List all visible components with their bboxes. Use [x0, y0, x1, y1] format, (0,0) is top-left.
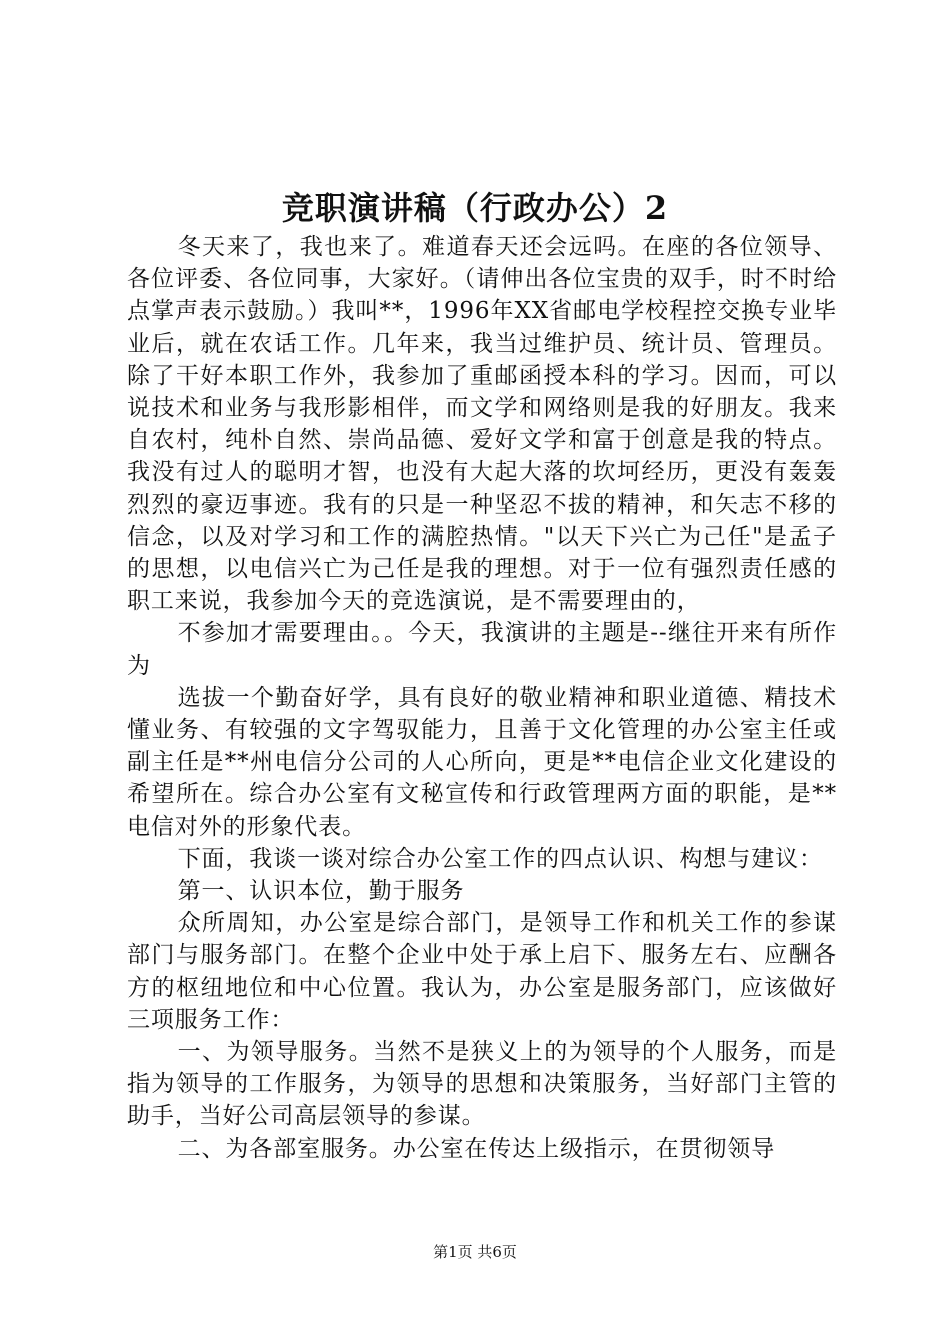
document-title: 竞职演讲稿（行政办公）2: [281, 189, 669, 227]
paragraph-1: 冬天来了，我也来了。难道春天还会远吗。在座的各位领导、各位评委、各位同事，大家好。（请伸出各位宝贵的双手，时不时给点掌声表示鼓励。）我叫**，1996年XX省邮电学校程控交换专业毕业后，就在农话工作。几年来，我当过维护员、统计员、管理员。除了干好本职工作外，我参加了重邮函授本科的学习。因而，可以说技术和业务与我形影相伴，而文学和网络则是我的好朋友。我来自农村，纯朴自然、崇尚品德、爱好文学和富于创意是我的特点。我没有过人的聪明才智，也没有大起大落的坎坷经历，更没有轰轰烈烈的豪迈事迹。我有的只是一种坚忍不拔的精神，和矢志不移的信念，以及对学习和工作的满腔热情。"以天下兴亡为己任"是孟子的思想，以电信兴亡为己任是我的理想。对于一位有强烈责任感的职工来说，我参加今天的竞选演说，是不需要理由的，: [127, 234, 837, 615]
paragraph-4: 下面，我谈一谈对综合办公室工作的四点认识、构想与建议：: [177, 845, 823, 872]
paragraph-3: 选拔一个勤奋好学，具有良好的敬业精神和职业道德、精技术懂业务、有较强的文字驾驭能力，且善于文化管理的办公室主任或副主任是**州电信分公司的人心所向，更是**电信企业文化建设的希望所在。综合办公室有文秘宣传和行政管理两方面的职能，是**电信对外的形象代表。: [127, 684, 837, 840]
paragraph-6: 一、为领导服务。当然不是狭义上的为领导的个人服务，而是指为领导的工作服务，为领导的思想和决策服务，当好部门主管的助手，当好公司高层领导的参谋。: [127, 1039, 837, 1130]
paragraph-2: 不参加才需要理由。。今天，我演讲的主题是--继往开来有所作为: [127, 620, 837, 679]
document-body: [127, 231, 837, 1165]
page-footer: 第1页 共6页: [433, 1243, 517, 1261]
paragraph-5: 众所周知，办公室是综合部门，是领导工作和机关工作的参谋部门与服务部门。在整个企业中处于承上启下、服务左右、应酬各方的枢纽地位和中心位置。我认为，办公室是服务部门，应该做好三项服务工作：: [127, 910, 837, 1033]
paragraph-7: 二、为各部室服务。办公室在传达上级指示，在贯彻领导: [177, 1135, 776, 1162]
section-heading-1: 第一、认识本位，勤于服务: [177, 878, 465, 905]
